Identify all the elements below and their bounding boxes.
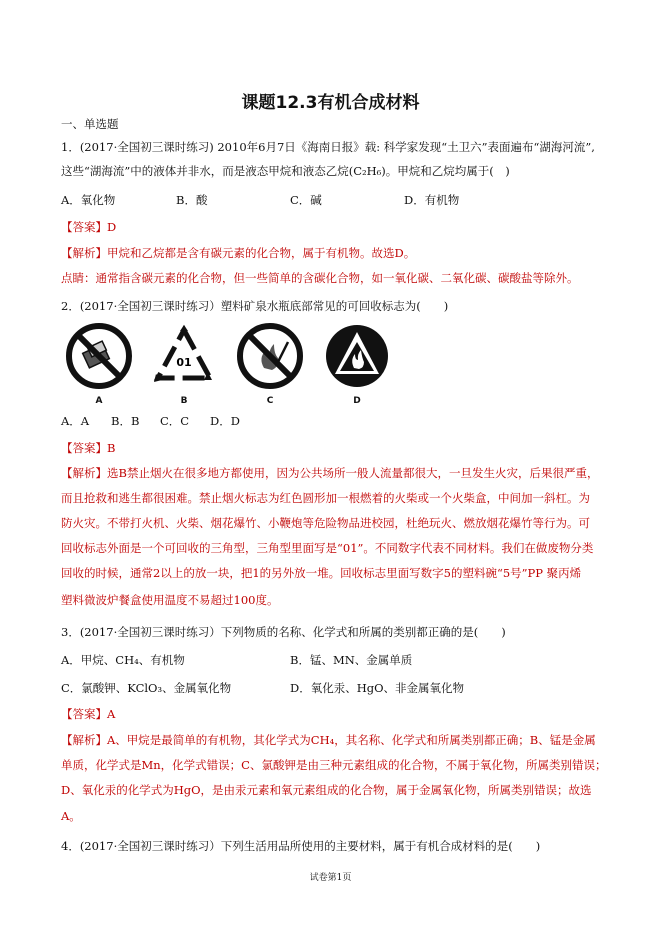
- figure-label-b: B: [180, 396, 188, 406]
- page-footer: 试卷第1页: [309, 873, 352, 883]
- figure-label-a: A: [95, 396, 103, 406]
- flammable-warning-icon: [323, 322, 391, 392]
- figure-a: [65, 322, 133, 406]
- q1-option-d: D．有机物: [404, 193, 460, 207]
- q2-analysis-line4: 回收标志外面是一个可回收的三角型，三角型里面写是“01”。不同数字代表不同材料。我们在做废物分类: [61, 541, 594, 555]
- page-title: 课题12.3有机合成材料: [241, 93, 420, 113]
- q2-analysis-line2: 而且抢救和逃生都很困难。禁止烟火标志为红色圆形加一根燃着的火柴或一个火柴盒，中间加一斜杠。为: [61, 491, 590, 505]
- figure-d: [323, 322, 391, 406]
- q3-analysis-line2: 单质，化学式是Mn，化学式错误；C、氯酸钾是由三种元素组成的化合物，不属于氧化物，所属类别错误；: [61, 758, 607, 772]
- figure-b: [150, 322, 218, 406]
- q1-analysis: 【解析】甲烷和乙烷都是含有碳元素的化合物，属于有机物。故选D。: [61, 246, 416, 260]
- q2-analysis-line6: 塑料微波炉餐盒使用温度不易超过100度。: [61, 593, 279, 607]
- no-open-flame-icon: [236, 322, 304, 392]
- q1-option-c: C．碱: [290, 193, 322, 207]
- q2-analysis-line5: 回收的时候，通常2以上的放一块，把1的另外放一堆。回收标志里面写数字5的塑料碗“5号”PP 聚丙烯: [61, 566, 582, 580]
- q2-option-c: C．C: [160, 414, 190, 428]
- q4-stem: 4．(2017·全国初三课时练习）下列生活用品所使用的主要材料，属于有机合成材料的是( ): [61, 839, 541, 853]
- q3-analysis-line1: 【解析】A、甲烷是最简单的有机物，其化学式为CH₄，其名称、化学式和所属类别都正确；B、锰是金属: [61, 733, 596, 747]
- q1-option-b: B．酸: [176, 193, 208, 207]
- q2-option-b: B．B: [111, 414, 140, 428]
- figure-c: [236, 322, 304, 406]
- q2-stem: 2．(2017·全国初三课时练习）塑料矿泉水瓶底部常见的可回收标志为( ): [61, 299, 449, 313]
- q1-option-a: A．氧化物: [61, 193, 116, 207]
- q2-figure: [61, 322, 395, 406]
- section-heading: 一、单选题: [61, 117, 119, 131]
- q1-answer: 【答案】D: [61, 220, 117, 234]
- q3-option-d: D．氧化汞、HgO、非金属氧化物: [290, 681, 465, 695]
- q3-analysis-line3: D、氧化汞的化学式为HgO，是由汞元素和氧元素组成的化合物，属于金属氧化物，所属类别错误；故选: [61, 783, 592, 797]
- q3-option-b: B．锰、MN、金属单质: [290, 653, 413, 667]
- q3-answer: 【答案】A: [61, 707, 116, 721]
- q2-analysis-line3: 防火灾。不带打火机、火柴、烟花爆竹、小鞭炮等危险物品进校园，杜绝玩火、燃放烟花爆竹等行为。可: [61, 516, 590, 530]
- recycle-code: 01: [176, 356, 192, 369]
- figure-label-d: D: [353, 396, 361, 406]
- q3-stem: 3．(2017·全国初三课时练习）下列物质的名称、化学式和所属的类别都正确的是( ): [61, 625, 506, 639]
- no-matchbox-icon: [65, 322, 133, 392]
- q3-option-a: A．甲烷、CH₄、有机物: [61, 653, 185, 667]
- q2-analysis-line1: 【解析】选B禁止烟火在很多地方都使用，因为公共场所一般人流量都很大，一旦发生火灾，后果很严重，: [61, 466, 599, 480]
- q1-stem-line1: 1．(2017·全国初三课时练习) 2010年6月7日《海南日报》载: 科学家发现“土卫六”表面遍布“湖海河流”,: [61, 140, 595, 154]
- q3-option-c: C．氯酸钾、KClO₃、金属氧化物: [61, 681, 232, 695]
- figure-label-c: C: [266, 396, 274, 406]
- q3-analysis-line4: A。: [61, 809, 81, 823]
- q2-option-a: A．A: [61, 414, 90, 428]
- q2-option-d: D．D: [210, 414, 240, 428]
- q1-stem-line2: 这些“湖海流”中的液体并非水，而是液态甲烷和液态乙烷(C₂H₆)。甲烷和乙烷均属于( ): [61, 164, 510, 178]
- q1-tip: 点睛：通常指含碳元素的化合物，但一些简单的含碳化合物，如一氧化碳、二氧化碳、碳酸盐等除外。: [61, 271, 579, 285]
- q2-answer: 【答案】B: [61, 441, 116, 455]
- recycle-triangle-icon: [150, 322, 218, 392]
